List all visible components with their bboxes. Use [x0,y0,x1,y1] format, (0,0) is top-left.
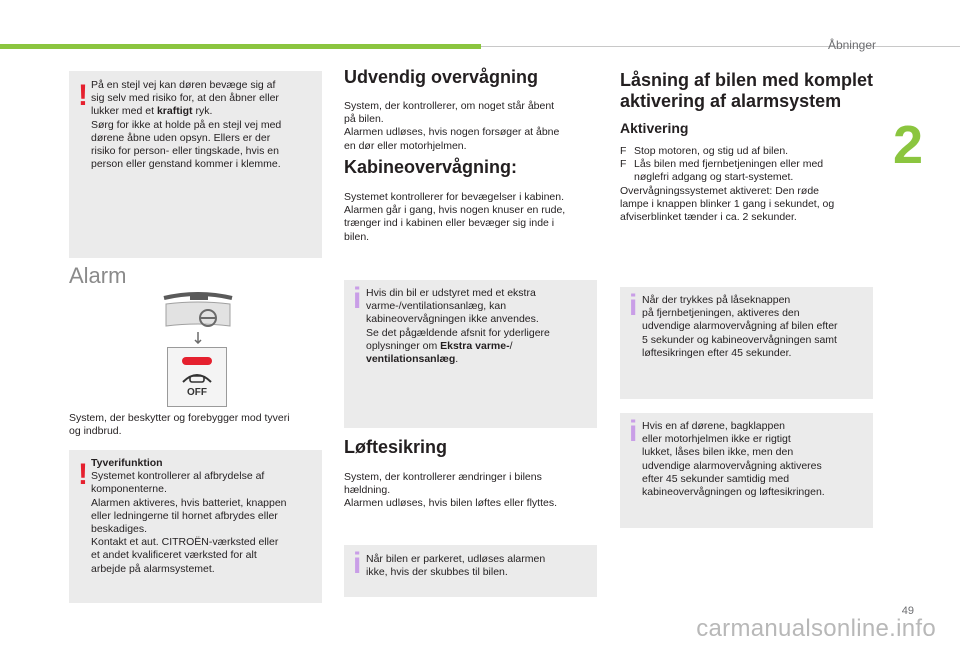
info-icon: i [353,547,362,580]
chapter-number: 2 [893,115,924,175]
car-alarm-icon [180,370,214,386]
bullet-icon: F [620,158,627,171]
bullet-icon: F [620,145,627,157]
alarm-heading: Alarm [69,263,127,288]
info-icon: i [629,415,638,448]
bullet-item: F Stop motoren, og stig ud af bilen. [620,145,789,157]
info-icon: i [353,282,362,315]
activation-heading: Aktivering [620,120,689,136]
red-lamp [182,357,212,365]
tilt-heading: Løftesikring [344,437,448,457]
info-box-parked [344,545,597,597]
info-text: Når bilen er parkeret, udløses alarmen ikke, hvis der skubbes til bilen. [366,553,546,579]
info-text: Når der trykkes på låseknappen på fjernbetjeningen, aktiveres den udvendige alarmovervågning af bilen efter 5 sekunder og kabineovervågningen samt løftesikringen efter 45 sekunder. [642,294,838,359]
warning-box-door [69,71,322,258]
cabin-text: Systemet kontrollerer for bevægelser i kabinen. Alarmen går i gang, hvis nogen knuser en rude, trænger ind i kabinen eller bevæger sig inde i bilen. [344,191,566,243]
alarm-intro: System, der beskytter og forebygger mod tyveri og indbrud. [69,412,290,438]
activation-steps: F Stop motoren, og stig ud af bilen. F Lås bilen med fjernbetjeningen eller med nøglefri adgang og start-systemet. Overvågningssystemet aktiveret: Den røde lampe i knappen blinker 1 gang i sekundet, og afviserblinket tænder i ca. 2 sekunder. [620,145,876,224]
section-title: Åbninger [827,38,876,52]
header-rule [481,46,960,47]
accent-bar [0,44,481,49]
exterior-text: System, der kontrollerer, om noget står åbent på bilen. Alarmen udløses, hvis nogen forsøger at åbne en dør eller motorhjelmen. [344,100,560,152]
alarm-button-illustration [167,347,227,407]
info-icon: i [629,289,638,322]
info-box-lock [620,287,873,399]
exclamation-icon: ! [78,458,88,491]
page-number: 49 [901,605,914,617]
exterior-heading: Udvendig overvågning [344,67,539,87]
off-label: OFF [187,387,207,398]
bullet-item: F Lås bilen med fjernbetjeningen eller med nøglefri adgang og start-systemet. [620,158,824,184]
warning-box-theft [69,450,322,603]
exclamation-icon: ! [78,79,88,112]
info-text: Hvis din bil er udstyret med et ekstra varme-/ventilationsanlæg, kan kabineovervågningen ikke anvendes. Se det pågældende afsnit for yderligere oplysninger om Ekstra varme-/ ventilationsanlæg. [366,287,550,366]
mirror-illustration [160,292,236,344]
warning-text: Tyverifunktion Systemet kontrollerer al afbrydelse af komponenterne. Alarmen aktiveres, hvis batteriet, knappen eller ledningerne til hornet afbrydes eller beskadiges. Kontakt et aut. CITROËN-værksted eller et andet kvalificeret værksted for alt arbejde på alarmsystemet. [91,457,287,575]
info-box-doors [620,413,873,528]
warning-text: På en stejl vej kan døren bevæge sig af sig selv med risiko for, at den åbner eller lukker med et kraftigt ryk. Sørg for ikke at holde på en stejl vej med dørene åbne uden opsyn. Ellers er der risiko for person- eller tingskade, hvis en person eller genstand kommer i klemme. [91,79,282,171]
tilt-text: System, der kontrollerer ændringer i bilens hældning. Alarmen udløses, hvis bilen løftes eller flyttes. [344,471,557,510]
cabin-heading: Kabineovervågning: [344,157,518,177]
info-text: Hvis en af dørene, bagklappen eller motorhjelmen ikke er rigtigt lukket, låses bilen ikke, men den udvendige alarmovervågning aktiveres efter 45 sekunder samtidig med kabineovervågningen og løftesikringen. [642,420,825,499]
locking-heading: Låsning af bilen med komplet aktivering af alarmsystem [620,70,874,111]
watermark: carmanualsonline.info [696,615,936,642]
info-box-heater [344,280,597,428]
